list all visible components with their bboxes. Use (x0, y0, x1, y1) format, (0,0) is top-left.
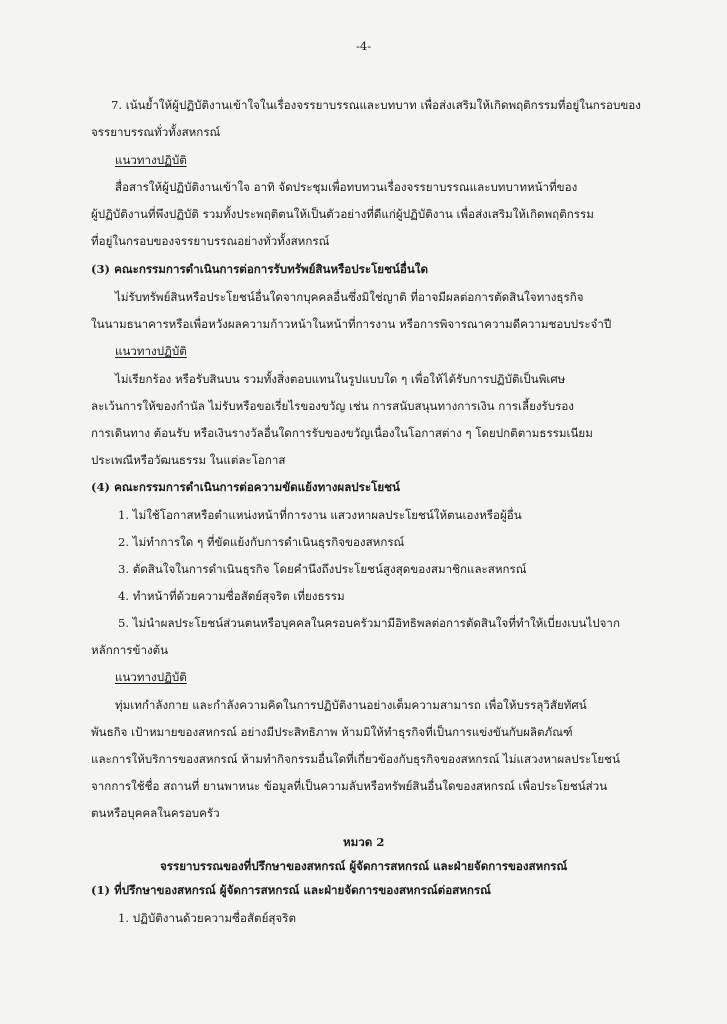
section-3-line-1: ไม่รับทรัพย์สินหรือประโยชน์อื่นใดจากบุคคลอื่นซึ่งมิใช่ญาติ ที่อาจมีผลต่อการตัดสินใจทางธุรกิจ (115, 290, 584, 304)
practice-3-line-2: พันธกิจ เป้าหมายของสหกรณ์ อย่างมีประสิทธิภาพ ห้ามมิให้ทำธุรกิจที่เป็นการแข่งขันกับผลิตภัณฑ์ (91, 725, 573, 739)
practice-1-line-3: ที่อยู่ในกรอบของจรรยาบรรณอย่างทั่วทั้งสหกรณ์ (91, 234, 330, 248)
section-4-item-1: 1. ไม่ใช้โอกาสหรือตำแหน่งหน้าที่การงาน แสวงหาผลประโยชน์ให้ตนเองหรือผู้อื่น (118, 508, 522, 522)
section-4-item-4: 4. ทำหน้าที่ด้วยความซื่อสัตย์สุจริต เที่ยงธรรม (118, 589, 345, 603)
section-4-item-5-cont: หลักการข้างต้น (91, 643, 169, 657)
item-7-line-2: จรรยาบรรณทั่วทั้งสหกรณ์ (91, 125, 221, 139)
item-7-line-1: 7. เน้นย้ำให้ผู้ปฏิบัติงานเข้าใจในเรื่องจรรยาบรรณและบทบาท เพื่อส่งเสริมให้เกิดพฤติกรรมที่อยู่ในกรอบของ (111, 98, 641, 112)
practice-3-line-4: จากการใช้ชื่อ สถานที่ ยานพาหนะ ข้อมูลที่เป็นความลับหรือทรัพย์สินอื่นใดของสหกรณ์ เพื่อประโยชน์ส่วน (91, 779, 608, 793)
practice-3-line-5: ตนหรือบุคคลในครอบครัว (91, 806, 220, 820)
practice-heading-2: แนวทางปฏิบัติ (115, 344, 187, 358)
practice-1-line-2: ผู้ปฏิบัติงานที่พึงปฏิบัติ รวมทั้งประพฤติตนให้เป็นตัวอย่างที่ดีแก่ผู้ปฏิบัติงาน เพื่อส่งเสริมให้เกิดพฤติกรรม (91, 207, 594, 221)
practice-2-line-3: การเดินทาง ต้อนรับ หรือเงินรางวัลอื่นใดการรับของขวัญเนื่องในโอกาสต่าง ๆ โดยปกติตามธรรมเนียม (91, 426, 593, 440)
section-3-heading: (3) คณะกรรมการดำเนินการต่อการรับทรัพย์สินหรือประโยชน์อื่นใด (91, 262, 428, 276)
practice-2-line-4: ประเพณีหรือวัฒนธรรม ในแต่ละโอกาส (91, 453, 286, 467)
practice-heading-1: แนวทางปฏิบัติ (115, 153, 187, 167)
section-4-item-3: 3. ตัดสินใจในการดำเนินธุรกิจ โดยคำนึงถึงประโยชน์สูงสุดของสมาชิกและสหกรณ์ (118, 562, 527, 576)
chapter-2-item-1: 1. ปฏิบัติงานด้วยความซื่อสัตย์สุจริต (118, 911, 296, 925)
section-4-heading: (4) คณะกรรมการดำเนินการต่อความขัดแย้งทางผลประโยชน์ (91, 480, 400, 494)
section-4-item-2: 2. ไม่ทำการใด ๆ ที่ขัดแย้งกับการดำเนินธุรกิจของสหกรณ์ (118, 535, 405, 549)
chapter-2-section-1-heading: (1) ที่ปรึกษาของสหกรณ์ ผู้จัดการสหกรณ์ และฝ่ายจัดการของสหกรณ์ต่อสหกรณ์ (91, 883, 491, 897)
chapter-subtitle: จรรยาบรรณของที่ปรึกษาของสหกรณ์ ผู้จัดการสหกรณ์ และฝ่ายจัดการของสหกรณ์ (160, 859, 568, 873)
practice-2-line-1: ไม่เรียกร้อง หรือรับสินบน รวมทั้งสิ่งตอบแทนในรูปแบบใด ๆ เพื่อให้ได้รับการปฏิบัติเป็นพิเศษ (115, 372, 566, 386)
page-number: -4- (356, 39, 372, 53)
practice-1-line-1: สื่อสารให้ผู้ปฏิบัติงานเข้าใจ อาทิ จัดประชุมเพื่อทบทวนเรื่องจรรยาบรรณและบทบาทหน้าที่ของ (115, 180, 578, 194)
practice-2-line-2: ละเว้นการให้ของกำนัล ไม่รับหรือขอเรี่ยไรของขวัญ เช่น การสนับสนุนทางการเงิน การเลี้ยงรับรอง (91, 399, 574, 413)
practice-3-line-3: และการให้บริการของสหกรณ์ ห้ามทำกิจกรรมอื่นใดที่เกี่ยวข้องกับธุรกิจของสหกรณ์ ไม่แสวงหาผลประโยชน์ (91, 752, 620, 766)
section-3-line-2: ในนามธนาคารหรือเพื่อหวังผลความก้าวหน้าในหน้าที่การงาน หรือการพิจารณาความดีความชอบประจำปี (91, 317, 612, 331)
chapter-title: หมวด 2 (343, 835, 385, 849)
section-4-item-5: 5. ไม่นำผลประโยชน์ส่วนตนหรือบุคคลในครอบครัวมามีอิทธิพลต่อการตัดสินใจที่ทำให้เบี่ยงเบนไปจาก (118, 616, 620, 630)
practice-3-line-1: ทุ่มเทกำลังกาย และกำลังความคิดในการปฏิบัติงานอย่างเต็มความสามารถ เพื่อให้บรรลุวิสัยทัศน์ (115, 698, 587, 712)
practice-heading-3: แนวทางปฏิบัติ (115, 670, 187, 684)
